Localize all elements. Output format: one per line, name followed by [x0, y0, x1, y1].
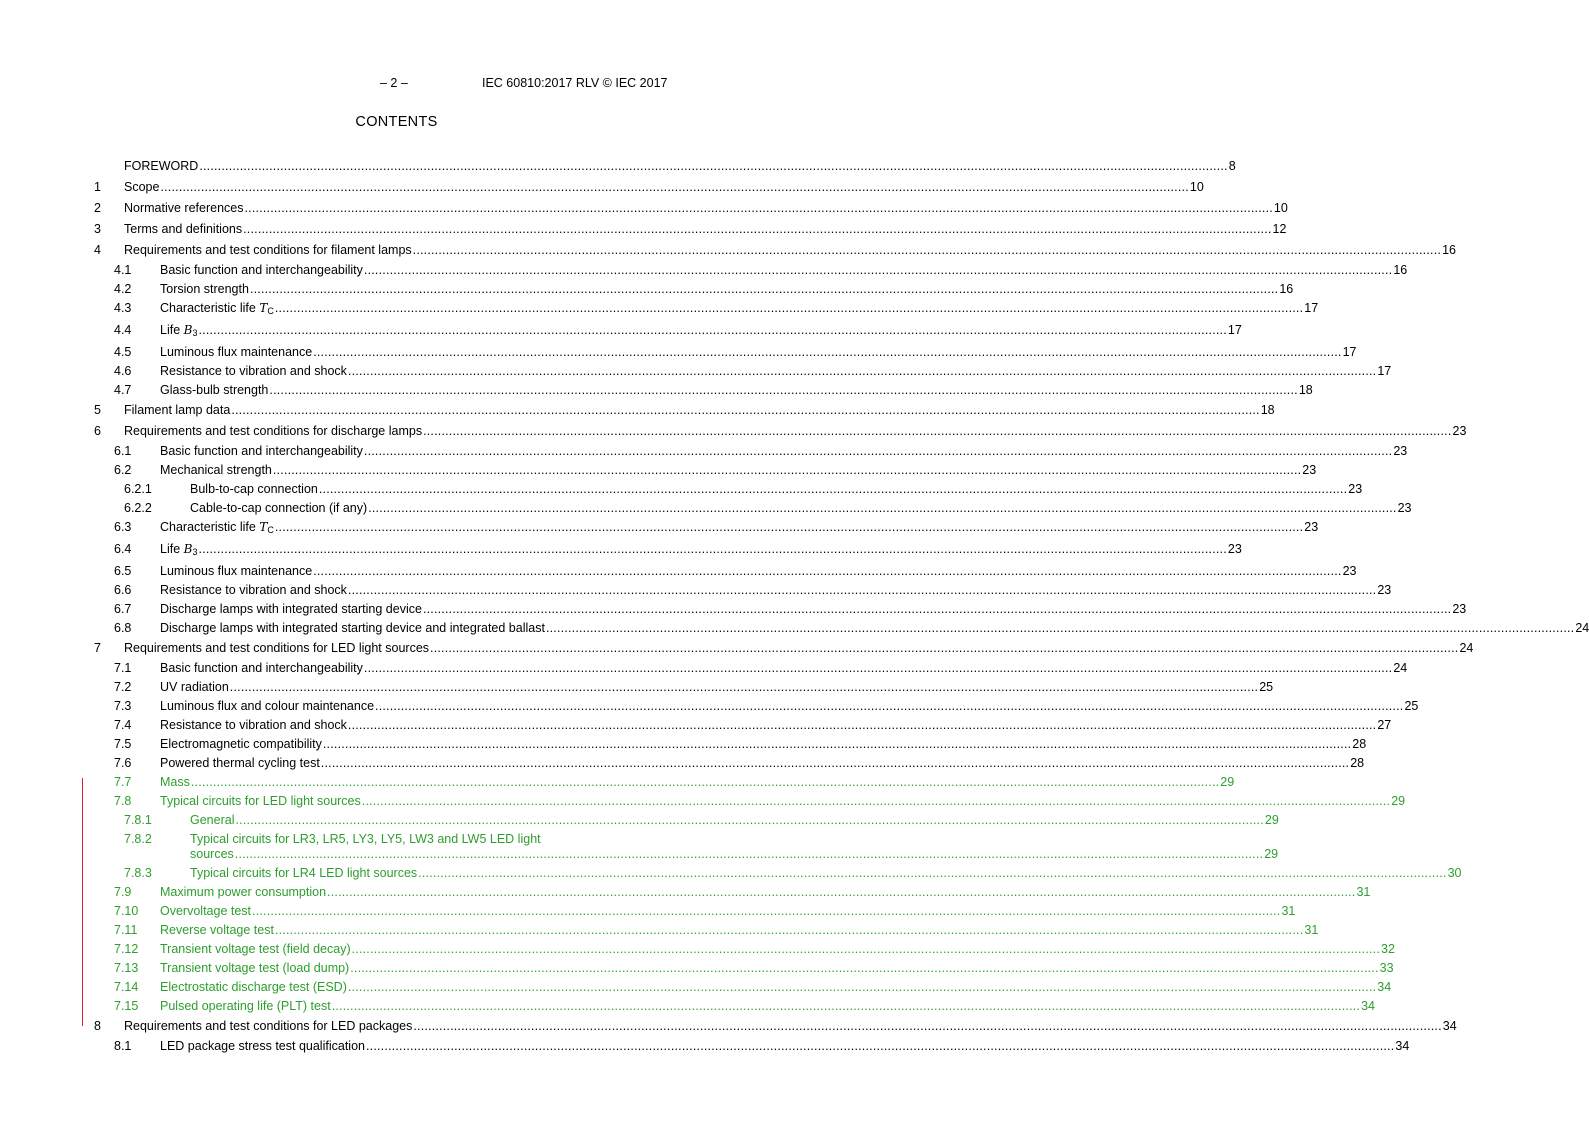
- toc-leader-dots: [199, 159, 1227, 174]
- toc-entry-number: 3: [94, 222, 101, 236]
- toc-entry[interactable]: [94, 400, 1275, 421]
- toc-entry-number: 8.1: [114, 1039, 132, 1053]
- toc-entry-number: 6.1: [114, 444, 132, 458]
- toc-entry-number: 7.1: [114, 661, 132, 675]
- toc-leader-dots: [313, 345, 1341, 360]
- toc-entry-title: Requirements and test conditions for filament lamps: [124, 243, 412, 257]
- toc-entry-page: 29: [1264, 847, 1279, 861]
- toc-entry-number: 6.2.1: [124, 482, 152, 496]
- toc-entry[interactable]: [94, 562, 1357, 581]
- toc-leader-dots: [160, 180, 1188, 195]
- toc-entry-symbol: B: [183, 542, 193, 556]
- standard-reference: IEC 60810:2017 RLV © IEC 2017: [482, 76, 668, 90]
- page-header: [380, 76, 668, 90]
- toc-leader-dots: [275, 520, 1303, 535]
- toc-leader-dots: [235, 813, 1263, 828]
- toc-leader-dots: [546, 621, 1574, 636]
- toc-entry[interactable]: [94, 499, 1412, 518]
- toc-entry[interactable]: [94, 343, 1357, 362]
- toc-entry-page: 28: [1350, 756, 1365, 770]
- page-number: – 2 –: [380, 76, 408, 90]
- toc-entry[interactable]: [94, 442, 1408, 461]
- toc-entry-title: Requirements and test conditions for discharge lamps: [124, 424, 423, 438]
- toc-entry-page: 32: [1381, 942, 1395, 956]
- toc-entry-number: 4.1: [114, 263, 132, 277]
- toc-entry-number: 8: [94, 1019, 101, 1033]
- toc-entry-number: 7.7: [114, 775, 132, 789]
- toc-entry-title: Glass-bulb strength: [160, 383, 269, 397]
- toc-entry-page: 34: [1395, 1039, 1410, 1053]
- toc-entry-page: 17: [1227, 323, 1242, 337]
- toc-leader-dots: [319, 482, 1347, 497]
- toc-entry-title: Normative references: [124, 201, 244, 215]
- toc-entry[interactable]: [94, 198, 1288, 219]
- toc-entry-title: Resistance to vibration and shock: [160, 364, 347, 378]
- toc-entry-title: Typical circuits for LR4 LED light sources: [190, 866, 418, 880]
- toc-leader-dots: [327, 885, 1355, 900]
- toc-entry[interactable]: [94, 697, 1419, 716]
- toc-entry[interactable]: [94, 997, 1376, 1016]
- toc-leader-dots: [273, 463, 1301, 478]
- toc-entry-page: 23: [1397, 501, 1412, 515]
- toc-entry-title: Scope: [124, 180, 160, 194]
- toc-entry-page: 31: [1304, 923, 1319, 937]
- toc-entry-number: 2: [94, 201, 101, 215]
- toc-leader-dots: [198, 542, 1226, 557]
- toc-leader-dots: [413, 1019, 1441, 1034]
- toc-leader-dots: [243, 222, 1271, 237]
- toc-entry[interactable]: [94, 1037, 1410, 1056]
- toc-entry-title: Typical circuits for LR3, LR5, LY3, LY5, LW3 and LW5 LED light: [190, 832, 541, 846]
- toc-entry-subscript: C: [267, 306, 274, 316]
- toc-entry-title: Reverse voltage test: [160, 923, 274, 937]
- toc-leader-dots: [332, 999, 1360, 1014]
- toc-entry[interactable]: [94, 659, 1408, 678]
- toc-leader-dots: [348, 583, 1376, 598]
- toc-entry-page: 12: [1272, 222, 1287, 236]
- toc-leader-dots: [364, 661, 1392, 676]
- toc-entry[interactable]: [94, 773, 1235, 792]
- toc-entry-page: 31: [1356, 885, 1371, 899]
- toc-entry-page: 23: [1227, 542, 1242, 556]
- toc-entry[interactable]: [94, 480, 1363, 499]
- toc-entry-number: 4.3: [114, 301, 132, 315]
- toc-entry-title: Basic function and interchangeability: [160, 661, 363, 675]
- toc-entry-title: Life $B_3$: [160, 542, 198, 557]
- toc-entry-title: Basic function and interchangeability: [160, 263, 363, 277]
- toc-entry-title: Powered thermal cycling test: [160, 756, 320, 770]
- toc-entry[interactable]: [94, 902, 1296, 921]
- toc-entry-title: Pulsed operating life (PLT) test: [160, 999, 331, 1013]
- toc-entry[interactable]: [94, 518, 1319, 540]
- toc-entry-page: 34: [1442, 1019, 1457, 1033]
- toc-entry[interactable]: [94, 280, 1294, 299]
- toc-entry[interactable]: [94, 240, 1456, 261]
- toc-entry[interactable]: [94, 940, 1395, 959]
- toc-entry-number: 4.2: [114, 282, 132, 296]
- toc-entry-title: Mechanical strength: [160, 463, 272, 477]
- toc-entry-title: Maximum power consumption: [160, 885, 327, 899]
- toc-entry[interactable]: [94, 600, 1467, 619]
- toc-entry-page: 10: [1273, 201, 1288, 215]
- toc-entry-title: General: [190, 813, 235, 827]
- toc-entry[interactable]: [94, 978, 1392, 997]
- toc-entry-subscript: 3: [192, 547, 198, 557]
- toc-entry-number: 4.6: [114, 364, 132, 378]
- toc-entry-page: 31: [1281, 904, 1296, 918]
- toc-entry-page: 25: [1404, 699, 1419, 713]
- toc-entry-title: Requirements and test conditions for LED packages: [124, 1019, 413, 1033]
- toc-entry-number: 6.3: [114, 520, 132, 534]
- toc-entry-page: 29: [1264, 813, 1279, 827]
- toc-entry-number: 6: [94, 424, 101, 438]
- toc-entry-title: Mass: [160, 775, 190, 789]
- toc-entry-number: 7: [94, 641, 101, 655]
- toc-entry-number: 7.4: [114, 718, 132, 732]
- toc-entry-number: 7.3: [114, 699, 132, 713]
- toc-entry-number: 6.6: [114, 583, 132, 597]
- toc-entry[interactable]: [94, 735, 1367, 754]
- toc-entry-subscript: 3: [192, 328, 198, 338]
- toc-entry-title: Life $B_3$: [160, 323, 198, 338]
- toc-entry-subscript: C: [267, 525, 274, 535]
- toc-entry-page: 23: [1452, 602, 1467, 616]
- toc-entry-number: 7.15: [114, 999, 139, 1013]
- toc-entry[interactable]: [94, 811, 1279, 830]
- toc-entry-title: Basic function and interchangeability: [160, 444, 363, 458]
- toc-leader-dots: [269, 383, 1297, 398]
- toc-entry[interactable]: [94, 581, 1392, 600]
- toc-entry-number: 7.8.2: [124, 832, 152, 846]
- toc-leader-dots: [323, 737, 1351, 752]
- toc-entry[interactable]: [94, 461, 1317, 480]
- toc-entry[interactable]: [94, 1016, 1457, 1037]
- toc-entry-symbol: T: [259, 520, 268, 534]
- toc-leader-dots: [418, 866, 1446, 881]
- toc-entry-number: 4.7: [114, 383, 132, 397]
- toc-entry-number: 1: [94, 180, 101, 194]
- toc-leader-dots: [348, 718, 1376, 733]
- toc-entry-page: 16: [1442, 243, 1456, 257]
- toc-leader-dots: [348, 980, 1376, 995]
- toc-entry-page: 17: [1304, 301, 1319, 315]
- toc-entry-page: 8: [1228, 159, 1236, 173]
- toc-entry-number: 5: [94, 403, 101, 417]
- toc-entry-title: Discharge lamps with integrated starting device: [160, 602, 422, 616]
- toc-entry-number: 6.7: [114, 602, 132, 616]
- toc-entry[interactable]: [94, 883, 1371, 902]
- toc-entry-page: 23: [1342, 564, 1357, 578]
- toc-entry[interactable]: [94, 321, 1242, 343]
- toc-entry-title: Requirements and test conditions for LED light sources: [124, 641, 430, 655]
- toc-entry[interactable]: [94, 619, 1589, 638]
- toc-entry[interactable]: [94, 421, 1467, 442]
- toc-entry[interactable]: [94, 362, 1392, 381]
- toc-entry-title: Electrostatic discharge test (ESD): [160, 980, 347, 994]
- toc-entry-page: 17: [1342, 345, 1357, 359]
- toc-entry-page: 23: [1302, 463, 1317, 477]
- toc-leader-dots: [231, 403, 1259, 418]
- toc-entry-number: 7.8.1: [124, 813, 152, 827]
- toc-entry-title: Luminous flux and colour maintenance: [160, 699, 375, 713]
- toc-entry-title: Resistance to vibration and shock: [160, 718, 347, 732]
- toc-entry-title: Characteristic life $T_C$: [160, 520, 274, 535]
- toc-entry-page: 23: [1348, 482, 1363, 496]
- toc-entry-page: 24: [1393, 661, 1408, 675]
- toc-leader-dots: [198, 323, 1226, 338]
- toc-entry[interactable]: [94, 921, 1319, 940]
- toc-entry-page: 30: [1447, 866, 1462, 880]
- toc-entry-number: 6.8: [114, 621, 132, 635]
- contents-heading: CONTENTS: [355, 114, 438, 130]
- toc-entry-title: Resistance to vibration and shock: [160, 583, 347, 597]
- toc-entry-number: 6.2: [114, 463, 132, 477]
- toc-leader-dots: [235, 847, 1263, 862]
- toc-entry-number: 7.9: [114, 885, 132, 899]
- toc-entry[interactable]: [94, 792, 1406, 811]
- toc-entry-page: 24: [1459, 641, 1474, 655]
- toc-leader-dots: [375, 699, 1403, 714]
- toc-leader-dots: [252, 904, 1280, 919]
- toc-leader-dots: [366, 1039, 1394, 1054]
- toc-entry-title: FOREWORD: [124, 159, 199, 173]
- toc-entry-number: 7.8: [114, 794, 132, 808]
- toc-entry-title: Characteristic life $T_C$: [160, 301, 274, 316]
- toc-entry-page: 23: [1377, 583, 1392, 597]
- toc-entry-title: Filament lamp data: [124, 403, 231, 417]
- toc-entry[interactable]: [94, 177, 1204, 198]
- toc-leader-dots: [275, 301, 1303, 316]
- toc-entry-title: Luminous flux maintenance: [160, 345, 313, 359]
- toc-leader-dots: [275, 923, 1303, 938]
- toc-entry-page: 23: [1304, 520, 1319, 534]
- toc-entry-page: 27: [1377, 718, 1392, 732]
- toc-leader-dots: [250, 282, 1278, 297]
- toc-entry-number: 7.2: [114, 680, 132, 694]
- toc-entry-number: 6.2.2: [124, 501, 152, 515]
- toc-entry-page: 16: [1393, 263, 1408, 277]
- toc-entry[interactable]: [94, 959, 1394, 978]
- toc-leader-dots: [368, 501, 1396, 516]
- toc-leader-dots: [430, 641, 1458, 656]
- toc-entry-title: Transient voltage test (field decay): [160, 942, 351, 956]
- toc-entry-number: 6.5: [114, 564, 132, 578]
- toc-entry-page: 23: [1393, 444, 1408, 458]
- toc-entry-title: Terms and definitions: [124, 222, 243, 236]
- toc-entry-symbol: T: [259, 301, 268, 315]
- toc-entry[interactable]: [94, 540, 1242, 562]
- toc-leader-dots: [423, 424, 1451, 439]
- toc-entry-number: 7.5: [114, 737, 132, 751]
- toc-entry-number: 4.4: [114, 323, 132, 337]
- toc-entry-page: 24: [1575, 621, 1589, 635]
- toc-entry-page: 34: [1377, 980, 1392, 994]
- toc-entry-page: 29: [1220, 775, 1235, 789]
- toc-leader-dots: [413, 243, 1441, 258]
- toc-entry-page: 10: [1189, 180, 1204, 194]
- toc-entry[interactable]: [94, 830, 1279, 864]
- toc-leader-dots: [191, 775, 1219, 790]
- toc-leader-dots: [230, 680, 1258, 695]
- toc-entry-title: LED package stress test qualification: [160, 1039, 365, 1053]
- toc-leader-dots: [362, 794, 1390, 809]
- toc-entry-number: 7.10: [114, 904, 139, 918]
- toc-entry-page: 33: [1379, 961, 1394, 975]
- toc-leader-dots: [313, 564, 1341, 579]
- toc-leader-dots: [364, 444, 1392, 459]
- toc-entry-number: 7.8.3: [124, 866, 152, 880]
- toc-leader-dots: [245, 201, 1273, 216]
- toc-leader-dots: [364, 263, 1392, 278]
- table-of-contents: [94, 156, 1589, 1056]
- toc-entry-page: 23: [1452, 424, 1467, 438]
- toc-entry-page: 34: [1361, 999, 1376, 1013]
- toc-entry[interactable]: [94, 638, 1474, 659]
- toc-entry[interactable]: [94, 678, 1274, 697]
- toc-entry-page: 17: [1377, 364, 1392, 378]
- toc-entry-symbol: B: [183, 323, 193, 337]
- toc-entry-title: Typical circuits for LED light sources: [160, 794, 361, 808]
- toc-entry[interactable]: [94, 754, 1365, 773]
- toc-entry-page: 18: [1260, 403, 1275, 417]
- revision-change-bar: [82, 778, 83, 1026]
- toc-entry-number: 6.4: [114, 542, 132, 556]
- toc-entry-title: Electromagnetic compatibility: [160, 737, 322, 751]
- toc-entry-page: 16: [1279, 282, 1294, 296]
- toc-entry-title: Overvoltage test: [160, 904, 252, 918]
- toc-entry[interactable]: [94, 381, 1313, 400]
- toc-entry-number: 7.11: [114, 923, 138, 937]
- toc-entry-number: 7.14: [114, 980, 139, 994]
- toc-entry-number: 4.5: [114, 345, 132, 359]
- toc-entry[interactable]: [94, 299, 1319, 321]
- toc-entry[interactable]: [94, 156, 1236, 177]
- toc-leader-dots: [352, 942, 1380, 957]
- toc-entry-title: Bulb-to-cap connection: [190, 482, 318, 496]
- toc-leader-dots: [350, 961, 1378, 976]
- toc-entry[interactable]: [94, 219, 1287, 240]
- toc-entry-title: Torsion strength: [160, 282, 249, 296]
- toc-entry[interactable]: [94, 261, 1408, 280]
- toc-entry-page: 28: [1352, 737, 1367, 751]
- toc-entry-page: 29: [1391, 794, 1406, 808]
- toc-entry-number: 7.6: [114, 756, 132, 770]
- toc-entry-number: 7.12: [114, 942, 139, 956]
- toc-leader-dots: [321, 756, 1349, 771]
- toc-entry-number: 4: [94, 243, 101, 257]
- toc-entry-title: Cable-to-cap connection (if any): [190, 501, 368, 515]
- toc-entry-page: 25: [1259, 680, 1274, 694]
- toc-entry-title: Luminous flux maintenance: [160, 564, 313, 578]
- toc-leader-dots: [423, 602, 1451, 617]
- toc-entry-title: Discharge lamps with integrated starting device and integrated ballast: [160, 621, 545, 635]
- toc-entry-title-continued: sources: [190, 847, 234, 861]
- toc-leader-dots: [348, 364, 1376, 379]
- toc-entry[interactable]: [94, 716, 1392, 735]
- toc-entry-title: UV radiation: [160, 680, 229, 694]
- toc-entry-page: 18: [1298, 383, 1313, 397]
- toc-entry-title: Transient voltage test (load dump): [160, 961, 350, 975]
- toc-entry[interactable]: [94, 864, 1462, 883]
- toc-entry-number: 7.13: [114, 961, 139, 975]
